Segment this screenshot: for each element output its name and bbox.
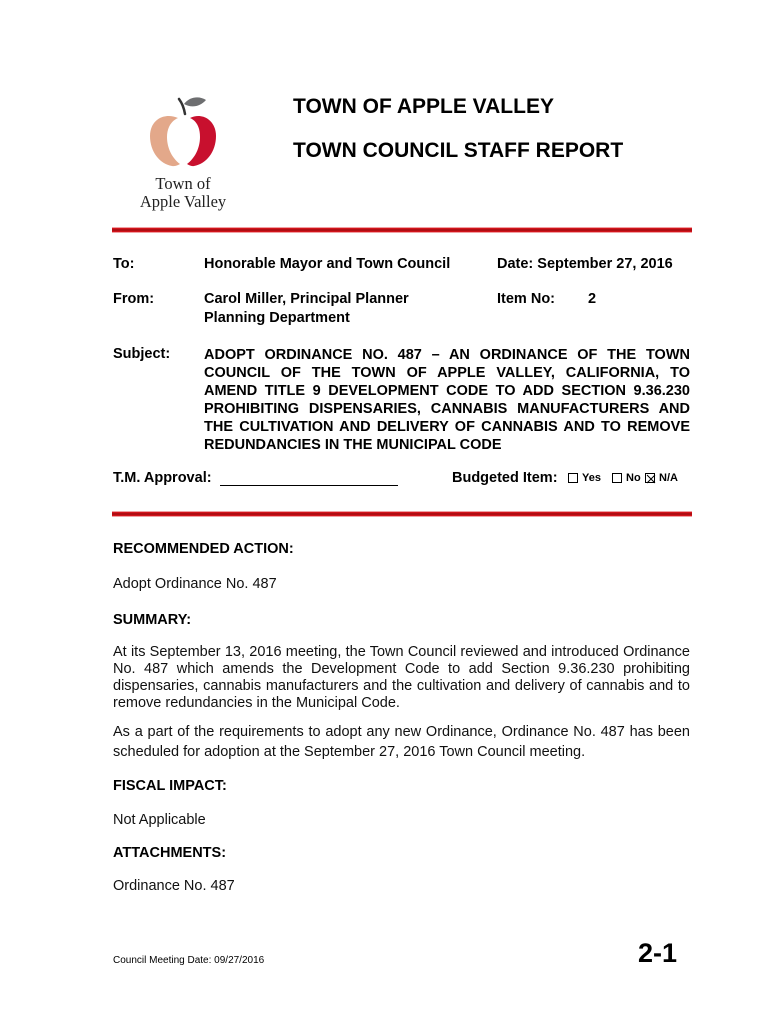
recommended-action-heading: RECOMMENDED ACTION: bbox=[113, 541, 294, 557]
from-label: From: bbox=[113, 291, 155, 307]
apple-logo-icon bbox=[142, 92, 224, 174]
budget-yes-checkbox[interactable] bbox=[568, 473, 578, 483]
fiscal-impact-text: Not Applicable bbox=[113, 812, 206, 828]
report-date: Date: September 27, 2016 bbox=[497, 256, 673, 272]
item-number-label: Item No: bbox=[497, 291, 555, 307]
logo-text-line1: Town of bbox=[155, 174, 211, 193]
tm-approval-signature-line[interactable] bbox=[220, 485, 398, 486]
attachments-text: Ordinance No. 487 bbox=[113, 878, 235, 894]
budget-na-checkbox[interactable] bbox=[645, 473, 655, 483]
budget-no-label: No bbox=[626, 472, 641, 484]
recommended-action-text: Adopt Ordinance No. 487 bbox=[113, 576, 277, 592]
subject-text: ADOPT ORDINANCE NO. 487 – AN ORDINANCE OF THE TOWN COUNCIL OF THE TOWN OF APPLE VALLEY, CALIFORNIA, TO AMEND TITLE 9 DEVELOPMENT CODE TO ADD SECTION 9.36.230 PROHIBITING DISPENSARIES, CANNABIS MANUFACTURERS AND THE CULTIVATION AND DELIVERY OF CANNABIS AND TO REMOVE REDUNDANCIES IN THE MUNICIPAL CODE bbox=[204, 347, 690, 453]
page-number: 2-1 bbox=[638, 938, 678, 968]
attachments-heading: ATTACHMENTS: bbox=[113, 845, 227, 861]
tm-approval-label: T.M. Approval: bbox=[113, 470, 212, 486]
summary-paragraph-2: As a part of the requirements to adopt any new Ordinance, Ordinance No. 487 has been scheduled for adoption at the September 27, 2016 Town Council meeting. bbox=[113, 724, 690, 760]
budgeted-item-label: Budgeted Item: bbox=[452, 470, 558, 486]
report-title: TOWN COUNCIL STAFF REPORT bbox=[293, 139, 624, 162]
footer-meeting-date: Council Meeting Date: 09/27/2016 bbox=[113, 955, 265, 966]
subject-label: Subject: bbox=[113, 346, 171, 362]
bottom-divider bbox=[112, 511, 692, 517]
checkbox-cross-icon bbox=[646, 474, 656, 484]
to-label: To: bbox=[113, 256, 135, 272]
budget-na-label: N/A bbox=[659, 472, 678, 484]
organization-name: TOWN OF APPLE VALLEY bbox=[293, 95, 554, 118]
budget-no-checkbox[interactable] bbox=[612, 473, 622, 483]
item-number-value: 2 bbox=[588, 291, 597, 307]
budget-yes-label: Yes bbox=[582, 472, 601, 484]
logo-text-line2: Apple Valley bbox=[139, 192, 227, 211]
to-recipient: Honorable Mayor and Town Council bbox=[204, 256, 451, 272]
summary-paragraph-1: At its September 13, 2016 meeting, the Town Council reviewed and introduced Ordinance No. 487 which amends the Development Code to add Section 9.36.230 prohibiting dispensaries, cannabis manufacturers and the cultivation and delivery of cannabis and to remove redundancies in the Municipal Code. bbox=[113, 644, 690, 711]
from-author: Carol Miller, Principal Planner bbox=[204, 291, 409, 307]
summary-heading: SUMMARY: bbox=[113, 612, 192, 628]
top-divider bbox=[112, 227, 692, 233]
fiscal-impact-heading: FISCAL IMPACT: bbox=[113, 778, 227, 794]
town-logo bbox=[128, 92, 238, 217]
from-department: Planning Department bbox=[204, 310, 350, 326]
